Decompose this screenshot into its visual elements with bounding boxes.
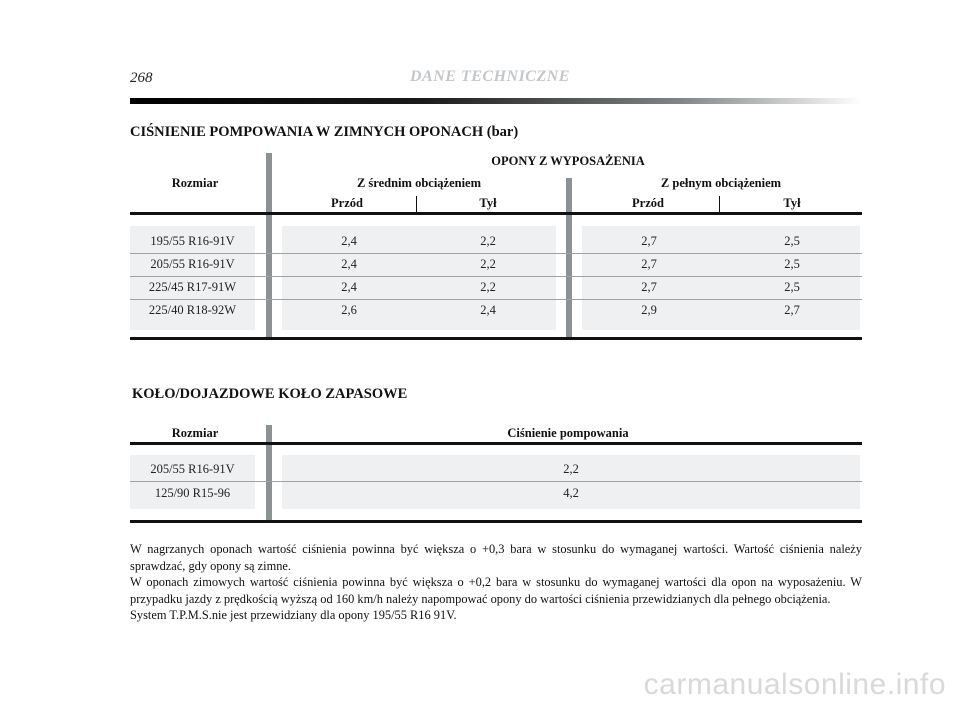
cell-full-rear: 2,5 <box>784 280 800 294</box>
cell-medium-front: 2,6 <box>341 303 357 317</box>
cell-pressure: 4,2 <box>563 486 579 500</box>
subheader-divider <box>416 196 417 212</box>
cell-medium-front: 2,4 <box>341 257 357 271</box>
cell-size: 205/55 R16-91V <box>150 257 235 271</box>
header-full-load: Z pełnym obciążeniem <box>660 176 782 190</box>
section-title-cold-tyre-pressure: CIŚNIENIE POMPOWANIA W ZIMNYCH OPONACH (bar) <box>130 124 519 140</box>
table-bottom-rule <box>130 337 862 340</box>
header-pressure: Ciśnienie pompowania <box>507 426 629 440</box>
header-full-rear: Tył <box>783 196 801 210</box>
header-full-front: Przód <box>632 196 664 210</box>
cell-size: 225/40 R18-92W <box>148 303 237 317</box>
header-equipment-tyres: OPONY Z WYPOSAŻENIA <box>491 154 645 168</box>
row-divider <box>130 253 862 254</box>
cell-size: 195/55 R16-91V <box>150 234 235 248</box>
table-bottom-rule <box>130 520 862 523</box>
header-rule <box>130 98 862 104</box>
cell-full-rear: 2,7 <box>784 303 800 317</box>
header-medium-rear: Tył <box>479 196 497 210</box>
cell-size: 225/45 R17-91W <box>148 280 237 294</box>
cell-full-rear: 2,5 <box>784 234 800 248</box>
subheader-divider <box>719 196 720 212</box>
row-divider <box>130 276 862 277</box>
cell-full-front: 2,7 <box>641 280 657 294</box>
cell-full-front: 2,9 <box>641 303 657 317</box>
note-tpms: System T.P.M.S.nie jest przewidziany dla opony 195/55 R16 91V. <box>130 608 457 622</box>
row-divider <box>130 481 862 482</box>
table-column-divider <box>266 425 272 522</box>
note-hot-tyres: W nagrzanych oponach wartość ciśnienia powinna być większa o +0,3 bara w stosunku do wymaganej wartości. Wartość ciśnienia należy sprawdzać, gdy opony są zimne. <box>130 542 862 573</box>
running-head: DANE TECHNICZNE <box>410 68 570 85</box>
cell-pressure: 2,2 <box>563 462 579 476</box>
row-divider <box>130 299 862 300</box>
cell-medium-rear: 2,4 <box>480 303 496 317</box>
cell-medium-rear: 2,2 <box>480 257 496 271</box>
note-winter-tyres: W oponach zimowych wartość ciśnienia powinna być większa o +0,2 bara w stosunku do wymaganej wartości dla opon na wyposażeniu. W przypadku jazdy z prędkością wyższą od 160 km/h należy napompować opony do wartości ciśnienia przewidzianych dla pełnego obciążenia. <box>130 575 862 606</box>
cell-medium-rear: 2,2 <box>480 234 496 248</box>
header-medium-load: Z średnim obciążeniem <box>356 176 482 190</box>
notes-paragraph <box>130 541 862 624</box>
cell-full-front: 2,7 <box>641 234 657 248</box>
header-rule <box>130 212 862 215</box>
cell-full-front: 2,7 <box>641 257 657 271</box>
cell-size: 125/90 R15-96 <box>154 486 231 500</box>
cell-full-rear: 2,5 <box>784 257 800 271</box>
header-size: Rozmiar <box>171 176 219 190</box>
cell-size: 205/55 R16-91V <box>150 462 235 476</box>
watermark: carmanualsonline.info <box>643 668 946 701</box>
header-medium-front: Przód <box>331 196 363 210</box>
page-number: 268 <box>130 70 153 86</box>
table-column-divider <box>266 153 272 339</box>
header-rule <box>130 442 862 445</box>
cell-medium-front: 2,4 <box>341 234 357 248</box>
cell-medium-front: 2,4 <box>341 280 357 294</box>
header-size: Rozmiar <box>171 426 219 440</box>
section-title-spare-wheel: KOŁO/DOJAZDOWE KOŁO ZAPASOWE <box>132 386 408 402</box>
cell-medium-rear: 2,2 <box>480 280 496 294</box>
table-column-divider <box>566 178 572 339</box>
